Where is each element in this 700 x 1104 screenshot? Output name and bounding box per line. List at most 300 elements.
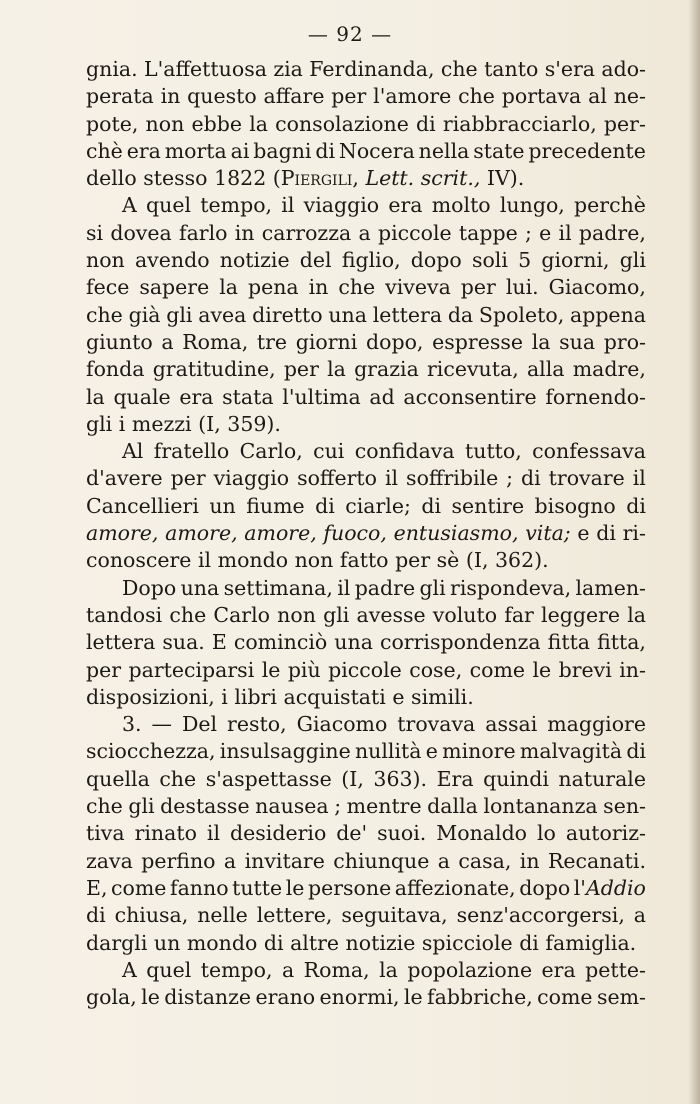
word: Al bbox=[122, 439, 144, 464]
word: in bbox=[160, 84, 181, 109]
word: 3. bbox=[122, 712, 142, 737]
word: ebbe bbox=[191, 111, 242, 136]
word: l'Addio bbox=[573, 875, 646, 900]
word: appena bbox=[569, 302, 646, 327]
word: lettere, bbox=[256, 903, 333, 928]
word: zava bbox=[86, 848, 133, 873]
text-line bbox=[86, 629, 646, 656]
word: cose, bbox=[409, 657, 463, 682]
word: già bbox=[128, 302, 161, 327]
word: suoi. bbox=[377, 821, 427, 846]
word: altre bbox=[290, 930, 340, 955]
text-line bbox=[86, 520, 646, 547]
text-line bbox=[86, 384, 646, 411]
word: per bbox=[170, 466, 206, 491]
word: alla bbox=[526, 357, 565, 382]
word: libri bbox=[234, 684, 277, 709]
word: lettera bbox=[372, 302, 443, 327]
word: quindi bbox=[483, 766, 549, 791]
word: perfino bbox=[141, 848, 216, 873]
word: maggiore bbox=[547, 712, 646, 737]
page-number: — 92 — bbox=[307, 22, 393, 46]
word: di bbox=[626, 493, 646, 518]
text-line bbox=[86, 465, 646, 492]
word: chiunque bbox=[333, 848, 430, 873]
text-line bbox=[86, 247, 646, 274]
text-line bbox=[86, 875, 646, 902]
word: 5 bbox=[518, 248, 532, 273]
text-line bbox=[86, 56, 646, 83]
word: Giacomo, bbox=[548, 275, 646, 300]
word: a bbox=[223, 848, 237, 873]
text-line bbox=[86, 220, 646, 247]
word: tiva bbox=[86, 821, 125, 846]
word: le bbox=[141, 985, 160, 1010]
word: mezzi bbox=[131, 411, 192, 436]
word: un bbox=[209, 493, 236, 518]
word: in- bbox=[619, 657, 646, 682]
word: confidava bbox=[354, 439, 455, 464]
word: di bbox=[263, 930, 284, 955]
word: ricevuta, bbox=[427, 357, 519, 382]
word: dopo bbox=[410, 248, 462, 273]
text-line bbox=[86, 493, 646, 520]
word: cominciò bbox=[233, 630, 328, 655]
word: era bbox=[126, 138, 161, 163]
word: un bbox=[153, 930, 181, 955]
word: seguitava, bbox=[341, 903, 448, 928]
word: la bbox=[379, 957, 398, 982]
word: (I, bbox=[341, 766, 364, 791]
word: tutto, bbox=[465, 439, 522, 464]
word: dopo bbox=[519, 875, 571, 900]
word: assai bbox=[485, 712, 538, 737]
word: popolazione bbox=[407, 957, 533, 982]
word: pote, bbox=[86, 111, 139, 136]
word: per- bbox=[603, 111, 646, 136]
word: la bbox=[219, 275, 238, 300]
word: non bbox=[145, 111, 185, 136]
word: avendo bbox=[134, 248, 210, 273]
word: molto bbox=[431, 193, 491, 218]
word: desiderio bbox=[230, 821, 327, 846]
word: stesso bbox=[143, 166, 208, 191]
word: disposizioni, bbox=[86, 684, 215, 709]
word: padre bbox=[354, 575, 416, 600]
word: come bbox=[111, 875, 167, 900]
word: lo bbox=[537, 821, 556, 846]
word: dalla bbox=[427, 794, 478, 819]
word: la bbox=[249, 111, 268, 136]
word: di bbox=[86, 903, 106, 928]
word: (I, bbox=[198, 411, 221, 436]
word: dello bbox=[86, 166, 137, 191]
word: sciocchezza, bbox=[86, 739, 216, 764]
word: a bbox=[633, 903, 646, 928]
word: invitare bbox=[244, 848, 325, 873]
word: amore, bbox=[244, 521, 317, 546]
word: quel bbox=[146, 957, 192, 982]
word: fuoco, bbox=[323, 521, 387, 546]
word: conoscere bbox=[86, 548, 192, 573]
word: di bbox=[626, 739, 646, 764]
word: chè bbox=[86, 138, 123, 163]
word: di bbox=[416, 111, 436, 136]
word: giorni, bbox=[541, 248, 610, 273]
word: persone bbox=[307, 875, 392, 900]
word: che bbox=[169, 602, 207, 627]
word: brevi bbox=[558, 657, 612, 682]
word: a bbox=[161, 329, 174, 354]
word: lungo, bbox=[499, 193, 565, 218]
word: i bbox=[221, 684, 228, 709]
word: riabbracciarlo, bbox=[442, 111, 597, 136]
word: tre bbox=[256, 329, 288, 354]
word: fiume bbox=[246, 493, 305, 518]
word: corrispondenza bbox=[379, 630, 541, 655]
word: distanze bbox=[164, 985, 252, 1010]
word: tempo, bbox=[200, 193, 273, 218]
word: il bbox=[281, 193, 295, 218]
word: gli bbox=[619, 248, 646, 273]
word: il bbox=[632, 466, 646, 491]
word: affare bbox=[263, 84, 325, 109]
word: quella bbox=[86, 766, 150, 791]
word: Carlo, bbox=[239, 439, 303, 464]
word: il bbox=[337, 575, 351, 600]
word: state bbox=[473, 138, 525, 163]
word: ciarle; bbox=[345, 493, 411, 518]
word: Dopo bbox=[122, 575, 177, 600]
word: che bbox=[440, 57, 478, 81]
word: ne- bbox=[613, 84, 646, 109]
word: Era bbox=[436, 766, 474, 791]
word: per bbox=[86, 657, 122, 682]
word: quel bbox=[146, 193, 192, 218]
word: affezionate, bbox=[394, 875, 516, 900]
word: Nocera bbox=[338, 138, 415, 163]
word: erano bbox=[255, 985, 316, 1010]
word: ad bbox=[369, 384, 395, 409]
word: E, bbox=[86, 875, 108, 900]
word: nullità bbox=[354, 739, 422, 764]
word: gola, bbox=[86, 985, 137, 1010]
word: nausea bbox=[255, 794, 329, 819]
word: fonda bbox=[86, 357, 145, 382]
word: tanto bbox=[484, 57, 539, 81]
word: leggere bbox=[541, 602, 621, 627]
word: Lett. bbox=[365, 166, 415, 191]
text-line bbox=[86, 83, 646, 110]
word: s'aspettasse bbox=[205, 766, 332, 791]
word: ado- bbox=[601, 57, 646, 81]
word: 362). bbox=[495, 548, 549, 573]
word: di bbox=[421, 493, 442, 518]
word: avea bbox=[198, 302, 247, 327]
word: non bbox=[277, 602, 316, 627]
word: le bbox=[403, 985, 423, 1010]
word: giorni bbox=[295, 329, 358, 354]
word: Roma, bbox=[182, 329, 249, 354]
word: la bbox=[86, 384, 105, 409]
text-line bbox=[86, 957, 646, 984]
word: precedente bbox=[528, 138, 646, 163]
word: tempo, bbox=[200, 957, 273, 982]
word: vita; bbox=[525, 521, 571, 546]
word: diretto bbox=[252, 302, 323, 327]
word: gli bbox=[323, 602, 350, 627]
word: mondo bbox=[186, 930, 258, 955]
word: confessava bbox=[532, 439, 646, 464]
word: L'affettuosa bbox=[144, 57, 267, 81]
word: gli bbox=[166, 302, 193, 327]
word: mentre bbox=[346, 794, 422, 819]
word: fatto bbox=[339, 548, 389, 573]
word: cui bbox=[313, 439, 345, 464]
word: sè bbox=[436, 548, 460, 573]
word: il bbox=[197, 548, 212, 573]
word: come bbox=[537, 985, 593, 1010]
word: ai bbox=[230, 138, 250, 163]
text-line bbox=[86, 438, 646, 465]
text-line bbox=[86, 302, 646, 329]
word: padre, bbox=[578, 220, 646, 245]
word: i bbox=[118, 411, 126, 436]
word: e bbox=[425, 739, 438, 764]
word: la bbox=[327, 357, 346, 382]
word: Carlo bbox=[213, 602, 270, 627]
word: di bbox=[519, 930, 539, 955]
text-line bbox=[86, 192, 646, 219]
text-line bbox=[86, 820, 646, 847]
word: entusiasmo, bbox=[393, 521, 519, 546]
word: che bbox=[86, 794, 123, 819]
text-line bbox=[86, 165, 646, 192]
word: sua. bbox=[162, 630, 205, 655]
text-line bbox=[86, 411, 646, 438]
word: — bbox=[151, 712, 173, 737]
word: che bbox=[458, 84, 495, 109]
word: Ferdinanda, bbox=[309, 57, 435, 81]
word: nella bbox=[418, 138, 470, 163]
text-line bbox=[86, 738, 646, 765]
word: amore, bbox=[86, 521, 159, 546]
word: chiusa, bbox=[114, 903, 189, 928]
word: era bbox=[179, 384, 214, 409]
word: che bbox=[338, 275, 376, 300]
word: le bbox=[532, 657, 552, 682]
word: da bbox=[447, 302, 474, 327]
word: una bbox=[334, 630, 373, 655]
body-text bbox=[86, 56, 646, 1011]
word: simili. bbox=[411, 684, 474, 709]
word: Spoleto, bbox=[478, 302, 565, 327]
word: e bbox=[577, 521, 590, 546]
word: madre, bbox=[572, 357, 646, 382]
word: e bbox=[539, 220, 552, 245]
text-line bbox=[86, 793, 646, 820]
word: lui. bbox=[505, 275, 539, 300]
word: lettera bbox=[86, 630, 156, 655]
word: farlo bbox=[178, 220, 228, 245]
word: viaggio bbox=[303, 193, 380, 218]
word: morta bbox=[164, 138, 227, 163]
word: per bbox=[395, 548, 431, 573]
word: mondo bbox=[217, 548, 289, 573]
word: amore, bbox=[165, 521, 238, 546]
word: Monaldo bbox=[436, 821, 528, 846]
word: gratitudine, bbox=[152, 357, 276, 382]
word: perata bbox=[86, 84, 154, 109]
word: una bbox=[180, 575, 220, 600]
word: il bbox=[206, 821, 221, 846]
word: piccole bbox=[377, 220, 452, 245]
word: bisogno bbox=[534, 493, 616, 518]
text-line bbox=[86, 602, 646, 629]
word: carrozza bbox=[261, 220, 352, 245]
word: dovea bbox=[110, 220, 172, 245]
word: Roma, bbox=[303, 957, 370, 982]
word: acconsentire bbox=[403, 384, 537, 409]
word: sapere bbox=[139, 275, 210, 300]
word: (Piergili, bbox=[272, 166, 359, 191]
word: gli bbox=[86, 411, 113, 436]
word: zia bbox=[273, 57, 303, 81]
word: senz'accorgersi, bbox=[456, 903, 625, 928]
word: casa, bbox=[458, 848, 512, 873]
word: era bbox=[388, 193, 423, 218]
text-line bbox=[86, 138, 646, 165]
word: Cancellieri bbox=[86, 493, 199, 518]
word: non bbox=[86, 248, 125, 273]
word: stata bbox=[222, 384, 274, 409]
word: nelle bbox=[197, 903, 248, 928]
word: rinato bbox=[134, 821, 197, 846]
word: Giacomo bbox=[296, 712, 388, 737]
text-line bbox=[86, 547, 646, 574]
word: sentire bbox=[451, 493, 525, 518]
word: insulsaggine bbox=[219, 739, 351, 764]
text-line bbox=[86, 930, 646, 957]
word: A bbox=[122, 193, 137, 218]
word: la bbox=[531, 329, 551, 354]
word: avesse bbox=[356, 602, 426, 627]
word: soli bbox=[471, 248, 508, 273]
word: acquistati bbox=[283, 684, 386, 709]
word: figlio, bbox=[341, 248, 401, 273]
word: soffribile bbox=[406, 466, 499, 491]
text-line bbox=[86, 984, 646, 1011]
word: questo bbox=[187, 84, 257, 109]
word: voluto bbox=[432, 602, 498, 627]
word: per bbox=[283, 357, 319, 382]
word: grazia bbox=[354, 357, 419, 382]
word: fratello bbox=[153, 439, 230, 464]
word: in bbox=[234, 220, 255, 245]
word: pena bbox=[247, 275, 299, 300]
word: a bbox=[281, 957, 295, 982]
word: in bbox=[308, 275, 329, 300]
word: pro- bbox=[603, 329, 646, 354]
word: sen- bbox=[603, 794, 646, 819]
word: naturale bbox=[558, 766, 646, 791]
word: in bbox=[519, 848, 540, 873]
word: piccole bbox=[328, 657, 402, 682]
word: fanno bbox=[169, 875, 229, 900]
word: ; bbox=[334, 794, 342, 819]
text-line bbox=[86, 902, 646, 929]
word: una bbox=[328, 302, 367, 327]
word: ; bbox=[506, 466, 514, 491]
word: ri- bbox=[622, 521, 646, 546]
word: le bbox=[285, 875, 305, 900]
text-line bbox=[86, 329, 646, 356]
word: dopo, bbox=[366, 329, 424, 354]
word: viaggio bbox=[213, 466, 290, 491]
word: gli bbox=[419, 575, 446, 600]
word: che bbox=[159, 766, 197, 791]
word: per bbox=[460, 275, 496, 300]
word: tandosi bbox=[86, 602, 163, 627]
word: fabbriche, bbox=[427, 985, 533, 1010]
word: di bbox=[596, 521, 616, 546]
word: bagni bbox=[253, 138, 312, 163]
word: le bbox=[261, 657, 281, 682]
word: ; bbox=[524, 220, 532, 245]
text-line bbox=[86, 684, 646, 711]
page-edge-shadow bbox=[688, 0, 700, 1104]
word: tutte bbox=[232, 875, 283, 900]
word: E bbox=[211, 630, 227, 655]
word: per bbox=[331, 84, 367, 109]
text-line bbox=[86, 711, 646, 738]
word: fitta, bbox=[597, 630, 646, 655]
word: gli bbox=[128, 794, 155, 819]
word: 1822 bbox=[214, 166, 267, 191]
word: notizie bbox=[345, 930, 416, 955]
word: sofferto bbox=[297, 466, 378, 491]
word: che bbox=[86, 302, 123, 327]
word: come bbox=[469, 657, 526, 682]
word: trovare bbox=[548, 466, 625, 491]
word: autoriz- bbox=[565, 821, 646, 846]
word: il bbox=[558, 220, 572, 245]
word: (I, bbox=[465, 548, 489, 573]
word: sua bbox=[559, 329, 596, 354]
word: lamen- bbox=[575, 575, 646, 600]
word: d'avere bbox=[86, 466, 163, 491]
word: fitta bbox=[547, 630, 591, 655]
word: far bbox=[504, 602, 534, 627]
word: sem- bbox=[596, 985, 646, 1010]
word: famiglia. bbox=[545, 930, 637, 955]
word: s'era bbox=[544, 57, 595, 81]
text-line bbox=[86, 356, 646, 383]
word: 359). bbox=[227, 411, 281, 436]
text-line bbox=[86, 766, 646, 793]
word: Del bbox=[181, 712, 218, 737]
word: del bbox=[299, 248, 332, 273]
word: l'ultima bbox=[282, 384, 361, 409]
word: gnia. bbox=[86, 57, 138, 81]
word: Recanati. bbox=[547, 848, 646, 873]
word: il bbox=[384, 466, 399, 491]
word: perchè bbox=[574, 193, 646, 218]
word: notizie bbox=[219, 248, 290, 273]
word: scrit., bbox=[420, 166, 481, 191]
word: destasse bbox=[160, 794, 250, 819]
word: non bbox=[294, 548, 334, 573]
